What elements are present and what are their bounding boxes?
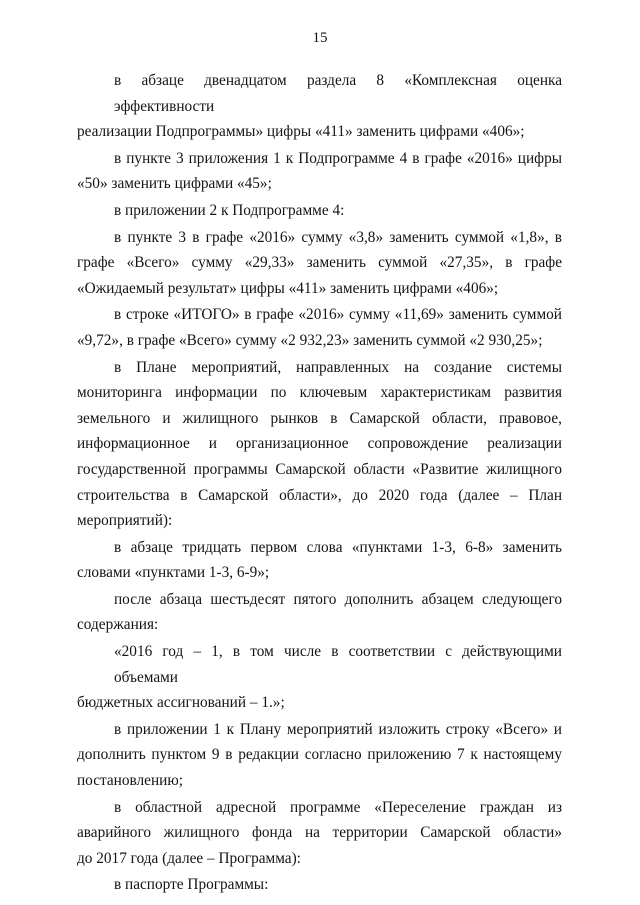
paragraph-line: «2016 год – 1, в том числе в соответствии с действующими объемами bbox=[114, 643, 562, 686]
paragraph-line: строительства в Самарской области», до 2020 года (далее – План bbox=[77, 486, 562, 504]
paragraph-line: «Ожидаемый результат» цифры «411» заменить цифрами «406»; bbox=[77, 279, 499, 297]
paragraph-line: в Плане мероприятий, направленных на создание системы bbox=[114, 358, 562, 376]
paragraph bbox=[77, 535, 562, 586]
paragraph-line: в абзаце двенадцатом раздела 8 «Комплексная оценка эффективности bbox=[114, 72, 562, 115]
paragraph-line: земельного и жилищного рынков в Самарской области, правовое, bbox=[77, 409, 562, 427]
paragraph bbox=[77, 717, 562, 794]
paragraph bbox=[77, 302, 562, 353]
paragraph bbox=[77, 587, 562, 638]
paragraph-line: в областной адресной программе «Переселение граждан из bbox=[114, 798, 562, 816]
paragraph-line: дополнить пунктом 9 в редакции согласно приложению 7 к настоящему bbox=[77, 746, 562, 764]
paragraph-line: в строке «ИТОГО» в графе «2016» сумму «11,69» заменить суммой bbox=[114, 306, 562, 324]
paragraph-line: в приложении 1 к Плану мероприятий изложить строку «Всего» и bbox=[114, 720, 562, 738]
paragraph-line: графе «Всего» сумму «29,33» заменить суммой «27,35», в графе bbox=[77, 254, 562, 272]
paragraph-line: содержания: bbox=[77, 616, 159, 634]
paragraph bbox=[77, 225, 562, 302]
paragraph-line: словами «пунктами 1-3, 6-9»; bbox=[77, 564, 270, 582]
paragraph bbox=[77, 795, 562, 872]
page-number: 15 bbox=[312, 30, 328, 46]
paragraph-line: в пункте 3 в графе «2016» сумму «3,8» заменить суммой «1,8», в bbox=[114, 228, 562, 246]
paragraph-line: до 2017 года (далее – Программа): bbox=[77, 849, 301, 867]
paragraph-line: «50» заменить цифрами «45»; bbox=[77, 175, 272, 193]
paragraph-line: реализации Подпрограммы» цифры «411» заменить цифрами «406»; bbox=[77, 123, 525, 141]
paragraph bbox=[77, 639, 562, 716]
paragraph bbox=[77, 355, 562, 534]
paragraph bbox=[77, 198, 562, 224]
document-body bbox=[77, 68, 562, 899]
paragraph-line: «9,72», в графе «Всего» сумму «2 932,23» заменить суммой «2 930,25»; bbox=[77, 331, 543, 349]
paragraph-line: аварийного жилищного фонда на территории Самарской области» bbox=[77, 824, 562, 842]
paragraph-line: в приложении 2 к Подпрограмме 4: bbox=[114, 201, 345, 219]
paragraph bbox=[77, 68, 562, 145]
paragraph-line: бюджетных ассигнований – 1.»; bbox=[77, 694, 285, 712]
paragraph-line: после абзаца шестьдесят пятого дополнить абзацем следующего bbox=[114, 590, 562, 608]
paragraph bbox=[77, 872, 562, 898]
paragraph bbox=[77, 146, 562, 197]
paragraph-line: государственной программы Самарской области «Развитие жилищного bbox=[77, 460, 562, 478]
paragraph-line: в паспорте Программы: bbox=[114, 876, 269, 894]
paragraph-line: в пункте 3 приложения 1 к Подпрограмме 4 в графе «2016» цифры bbox=[114, 149, 562, 167]
paragraph-line: в абзаце тридцать первом слова «пунктами 1-3, 6-8» заменить bbox=[114, 538, 562, 556]
paragraph-line: мероприятий): bbox=[77, 512, 173, 530]
paragraph-line: мониторинга информации по ключевым характеристикам развития bbox=[77, 384, 562, 402]
paragraph-line: постановлению; bbox=[77, 772, 183, 790]
paragraph-line: информационное и организационное сопровождение реализации bbox=[77, 435, 562, 453]
